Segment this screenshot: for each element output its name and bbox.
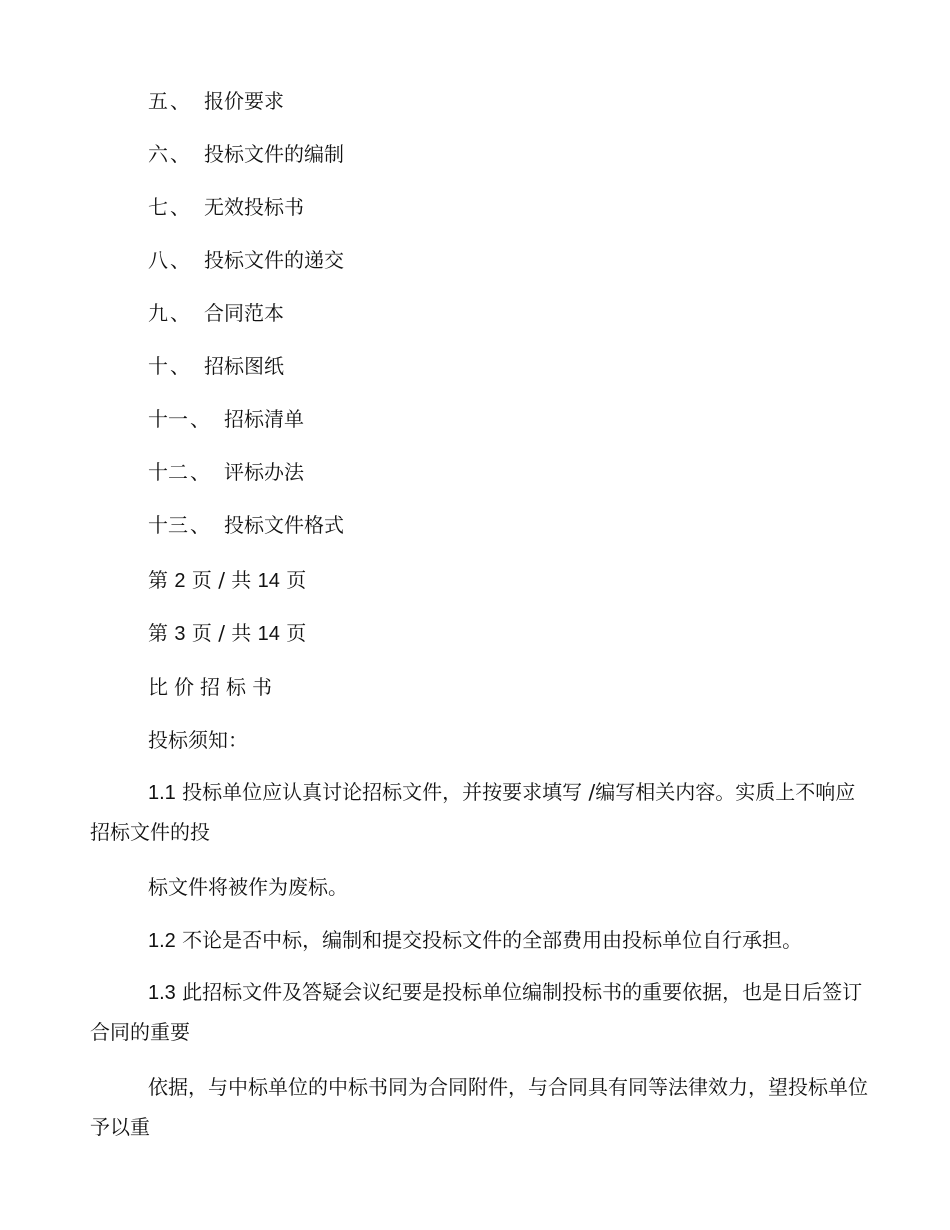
document-title: 比价招标书 — [148, 675, 278, 699]
toc-number: 五 — [148, 89, 168, 113]
paragraph — [90, 773, 870, 852]
page-marker-mid: 页 / 共 — [191, 621, 252, 645]
paragraph — [90, 1068, 870, 1147]
paragraph-text: 标文件将被作为废标。 — [148, 875, 348, 899]
toc-label: 合同范本 — [204, 301, 284, 325]
page-marker-prefix: 第 — [148, 621, 168, 645]
page-marker-suffix: 页 — [286, 621, 307, 645]
toc-number: 六 — [148, 142, 168, 166]
toc-separator: 、 — [170, 354, 190, 378]
toc-separator: 、 — [190, 407, 210, 431]
toc-label: 投标文件的递交 — [204, 248, 344, 272]
toc-item — [148, 351, 344, 404]
toc-number: 十 — [148, 354, 168, 378]
page-marker-mid: 页 / 共 — [191, 568, 252, 592]
paragraph — [90, 868, 870, 908]
toc-item — [148, 298, 344, 351]
page-number: 2 — [174, 570, 186, 592]
toc-separator: 、 — [170, 195, 190, 219]
toc-item — [148, 192, 344, 245]
page-marker-prefix: 第 — [148, 568, 168, 592]
toc-separator: 、 — [170, 248, 190, 272]
notice-heading: 投标须知： — [148, 728, 248, 752]
page-number: 3 — [174, 623, 186, 645]
toc-number: 八 — [148, 248, 168, 272]
toc-item — [148, 404, 344, 457]
toc-item — [148, 245, 344, 298]
toc-separator: 、 — [190, 460, 210, 484]
toc-item — [148, 457, 344, 510]
paragraph — [90, 973, 870, 1052]
page-total: 14 — [257, 623, 280, 645]
toc-item — [148, 86, 344, 139]
toc-separator: 、 — [190, 513, 210, 537]
page-marker — [148, 618, 306, 649]
paragraph — [90, 921, 870, 961]
toc-number: 十三 — [148, 513, 188, 537]
toc-number: 七 — [148, 195, 168, 219]
paragraph-text: 不论是否中标，编制和提交投标文件的全部费用由投标单位自行承担。 — [175, 928, 803, 952]
page-marker — [148, 565, 306, 596]
toc-label: 无效投标书 — [204, 195, 304, 219]
page-total: 14 — [257, 570, 280, 592]
paragraph-text: 依据，与中标单位的中标书同为合同附件，与合同具有同等法律效力，望投标单位予以重 — [90, 1075, 868, 1139]
toc-separator: 、 — [170, 301, 190, 325]
clause-number: 1.3 — [148, 982, 176, 1004]
toc-number: 九 — [148, 301, 168, 325]
toc-separator: 、 — [170, 89, 190, 113]
toc-label: 招标清单 — [224, 407, 304, 431]
table-of-contents — [148, 86, 344, 563]
clause-number: 1.2 — [148, 930, 176, 952]
paragraph-text: 此招标文件及答疑会议纪要是投标单位编制投标书的重要依据，也是日后签订合同的重要 — [90, 980, 863, 1044]
toc-separator: 、 — [170, 142, 190, 166]
paragraph-text: 投标单位应认真讨论招标文件，并按要求填写 /编写相关内容。实质上不响应招标文件的投 — [90, 780, 856, 844]
toc-label: 投标文件格式 — [224, 513, 344, 537]
toc-item — [148, 510, 344, 563]
clause-number: 1.1 — [148, 782, 176, 804]
toc-label: 招标图纸 — [204, 354, 284, 378]
page-marker-suffix: 页 — [286, 568, 307, 592]
toc-number: 十二 — [148, 460, 188, 484]
toc-label: 评标办法 — [224, 460, 304, 484]
toc-item — [148, 139, 344, 192]
toc-label: 报价要求 — [204, 89, 284, 113]
toc-label: 投标文件的编制 — [204, 142, 344, 166]
toc-number: 十一 — [148, 407, 188, 431]
